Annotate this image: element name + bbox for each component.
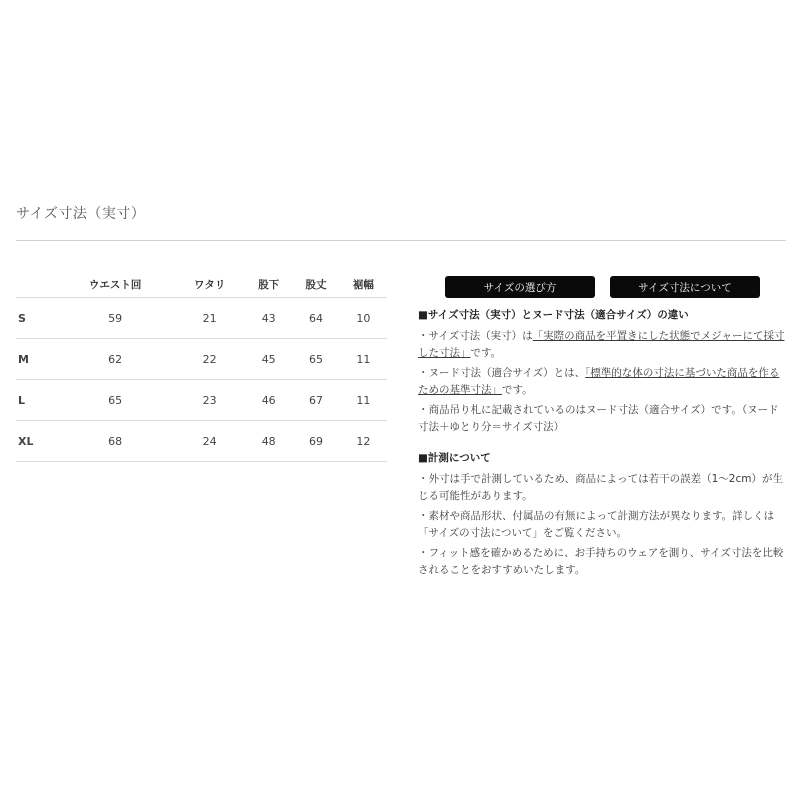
table-cell: 22 bbox=[174, 339, 245, 380]
about-size-button[interactable]: サイズ寸法について bbox=[610, 276, 760, 298]
table-cell: 46 bbox=[245, 380, 292, 421]
info-paragraph: ・フィット感を確かめるために、お手持ちのウェアを測り、サイズ寸法を比較されることをおすすめいたします。 bbox=[418, 547, 784, 576]
info-text: です。 bbox=[502, 384, 533, 396]
table-cell: 62 bbox=[56, 339, 174, 380]
table-row bbox=[16, 298, 387, 339]
table-cell: 11 bbox=[340, 380, 387, 421]
table-row bbox=[16, 421, 387, 462]
table-cell: 45 bbox=[245, 339, 292, 380]
table-cell: 24 bbox=[174, 421, 245, 462]
info-paragraph: ・商品吊り札に記載されているのはヌード寸法（適合サイズ）です。（ヌード寸法＋ゆとり分＝サイズ寸法） bbox=[418, 404, 779, 433]
table-header-cell: ウエスト回 bbox=[56, 271, 174, 298]
table-header-cell: 股丈 bbox=[292, 271, 339, 298]
size-guide-button[interactable]: サイズの選び方 bbox=[445, 276, 595, 298]
actual-size-definition: 「実際の商品を平置きにした状態でメジャーにて採寸した寸法」 bbox=[418, 330, 785, 359]
table-header-cell: ワタリ bbox=[174, 271, 245, 298]
info-paragraph: ・外寸は手で計測しているため、商品によっては若干の誤差（1〜2cm）が生じる可能性があります。 bbox=[418, 473, 783, 502]
section-heading: ■計測について bbox=[418, 452, 491, 464]
info-paragraph: ・素材や商品形状、付属品の有無によって計測方法が異なります。詳しくは「サイズの寸法について」をご覧ください。 bbox=[418, 510, 775, 539]
table-cell: 48 bbox=[245, 421, 292, 462]
size-label: S bbox=[16, 298, 56, 339]
table-cell: 68 bbox=[56, 421, 174, 462]
table-cell: 21 bbox=[174, 298, 245, 339]
info-text: ・サイズ寸法（実寸）は bbox=[418, 330, 533, 342]
info-text: です。 bbox=[470, 347, 502, 359]
page-title: サイズ寸法（実寸） bbox=[16, 206, 146, 222]
table-row bbox=[16, 339, 387, 380]
table-header-row bbox=[16, 271, 387, 298]
table-cell: 64 bbox=[292, 298, 339, 339]
info-text: ・ヌード寸法（適合サイズ）とは、 bbox=[418, 367, 586, 379]
table-cell: 65 bbox=[56, 380, 174, 421]
table-cell: 10 bbox=[340, 298, 387, 339]
table-header-cell: 股下 bbox=[245, 271, 292, 298]
table-header-corner bbox=[16, 271, 56, 298]
info-paragraph bbox=[418, 365, 788, 399]
info-paragraph bbox=[418, 328, 788, 362]
size-label: L bbox=[16, 380, 56, 421]
table-cell: 11 bbox=[340, 339, 387, 380]
table-cell: 65 bbox=[292, 339, 339, 380]
title-divider bbox=[16, 240, 786, 241]
table-cell: 67 bbox=[292, 380, 339, 421]
table-cell: 59 bbox=[56, 298, 174, 339]
table-row bbox=[16, 380, 387, 421]
size-table bbox=[16, 271, 387, 462]
size-info-panel bbox=[418, 307, 788, 582]
table-header-cell: 裾幅 bbox=[340, 271, 387, 298]
size-label: XL bbox=[16, 421, 56, 462]
size-label: M bbox=[16, 339, 56, 380]
nude-size-definition: 「標準的な体の寸法に基づいた商品を作るための基準寸法」 bbox=[418, 367, 780, 396]
table-cell: 69 bbox=[292, 421, 339, 462]
section-heading: ■サイズ寸法（実寸）とヌード寸法（適合サイズ）の違い bbox=[418, 309, 689, 321]
table-cell: 23 bbox=[174, 380, 245, 421]
table-cell: 12 bbox=[340, 421, 387, 462]
table-cell: 43 bbox=[245, 298, 292, 339]
